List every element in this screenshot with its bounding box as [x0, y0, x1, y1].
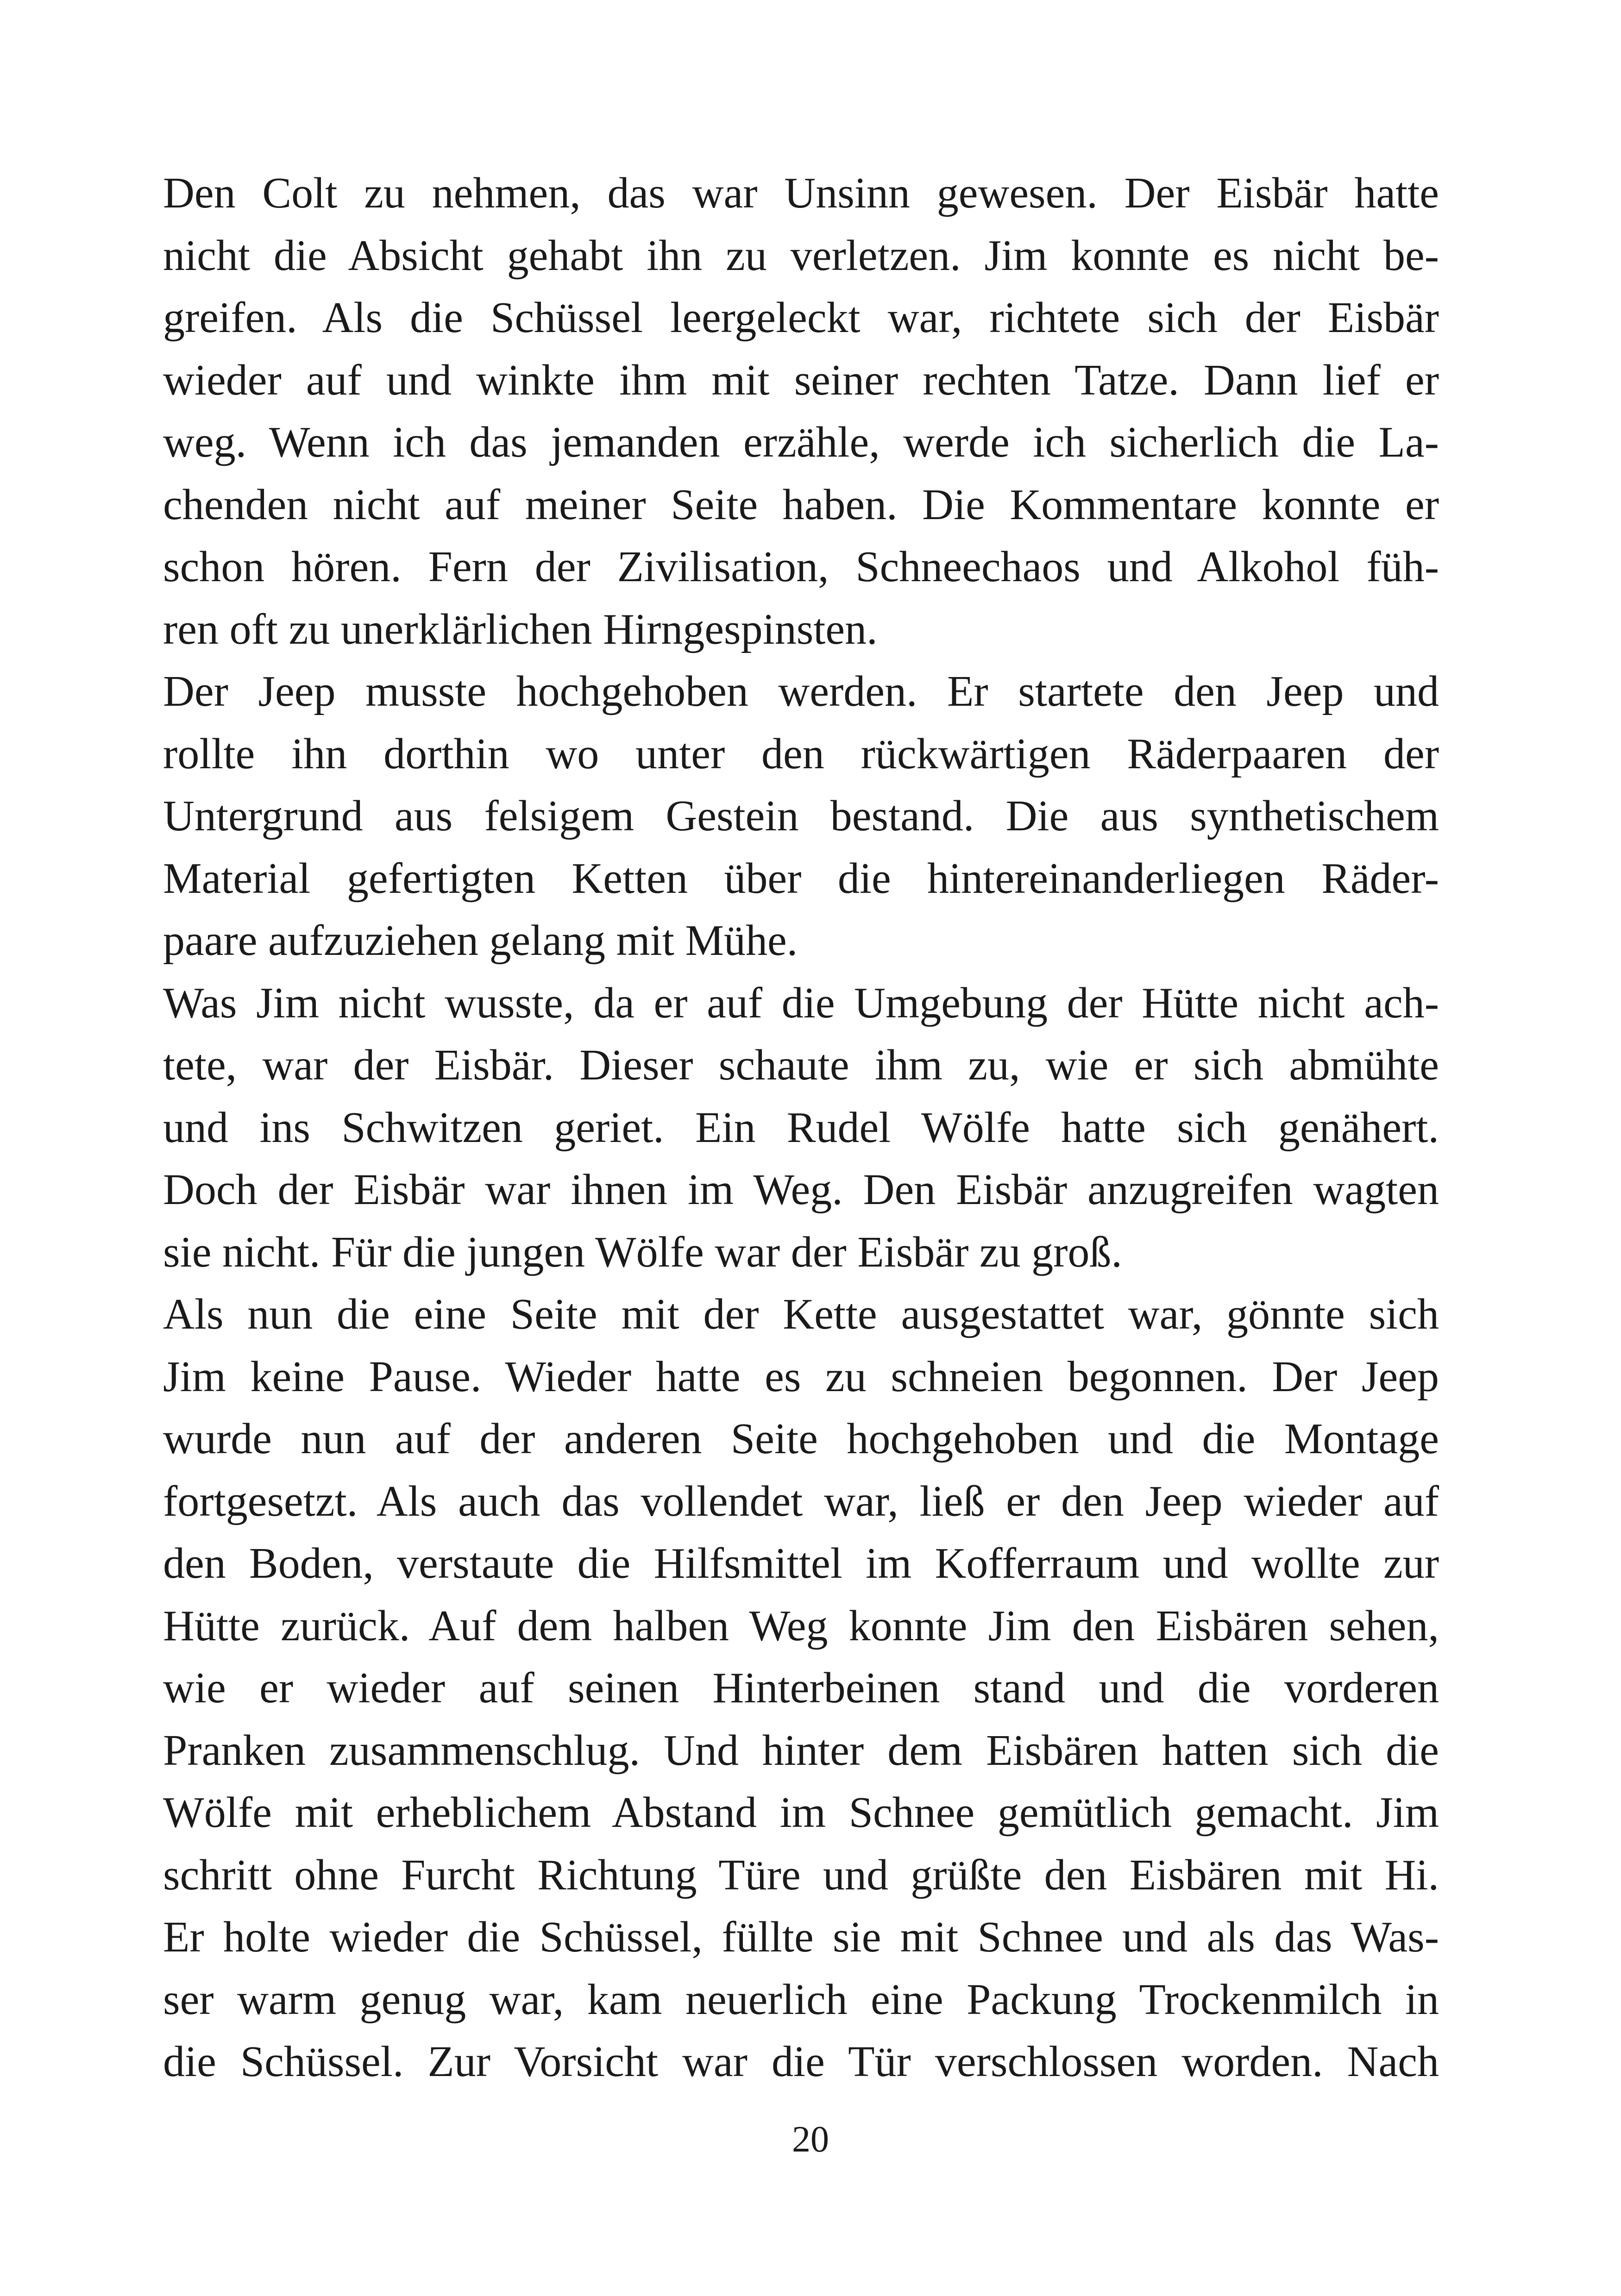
- text-line: und ins Schwitzen geriet. Ein Rudel Wölfe hatte sich genähert.: [163, 1103, 1439, 1152]
- text-line: nicht die Absicht gehabt ihn zu verletzen. Jim konnte es nicht be-: [163, 231, 1439, 280]
- text-line: fortgesetzt. Als auch das vollendet war, ließ er den Jeep wieder auf: [163, 1477, 1439, 1525]
- text-line: tete, war der Eisbär. Dieser schaute ihm zu, wie er sich abmühte: [163, 1041, 1439, 1089]
- text-line: paare aufzuziehen gelang mit Mühe.: [163, 916, 798, 965]
- paragraph-3: [163, 972, 1439, 1284]
- text-line: wie er wieder auf seinen Hinterbeinen stand und die vorderen: [163, 1664, 1439, 1712]
- paragraph-2: [163, 660, 1439, 972]
- page-number: 20: [792, 2119, 829, 2160]
- text-line: Als nun die eine Seite mit der Kette ausgestattet war, gönnte sich: [163, 1290, 1439, 1338]
- text-line: chenden nicht auf meiner Seite haben. Die Kommentare konnte er: [163, 480, 1439, 529]
- text-line: Den Colt zu nehmen, das war Unsinn gewesen. Der Eisbär hatte: [163, 169, 1439, 217]
- text-line: schritt ohne Furcht Richtung Türe und grüßte den Eisbären mit Hi.: [163, 1851, 1439, 1899]
- text-line: Wölfe mit erheblichem Abstand im Schnee gemütlich gemacht. Jim: [163, 1788, 1439, 1837]
- text-line: schon hören. Fern der Zivilisation, Schneechaos und Alkohol füh-: [163, 543, 1439, 591]
- text-line: ser warm genug war, kam neuerlich eine Packung Trockenmilch in: [163, 1975, 1439, 2024]
- text-line: ren oft zu unerklärlichen Hirngespinsten.: [163, 605, 878, 653]
- text-line: wurde nun auf der anderen Seite hochgehoben und die Montage: [163, 1415, 1439, 1463]
- text-line: den Boden, verstaute die Hilfsmittel im Kofferraum und wollte zur: [163, 1539, 1439, 1587]
- paragraph-4: [163, 1283, 1439, 2093]
- text-line: die Schüssel. Zur Vorsicht war die Tür verschlossen worden. Nach: [163, 2038, 1439, 2086]
- text-line: wieder auf und winkte ihm mit seiner rechten Tatze. Dann lief er: [163, 356, 1439, 404]
- text-line: sie nicht. Für die jungen Wölfe war der Eisbär zu groß.: [163, 1228, 1122, 1276]
- text-line: Jim keine Pause. Wieder hatte es zu schneien begonnen. Der Jeep: [163, 1352, 1439, 1401]
- text-line: Material gefertigten Ketten über die hintereinanderliegen Räder-: [163, 854, 1439, 903]
- text-line: Doch der Eisbär war ihnen im Weg. Den Eisbär anzugreifen wagten: [163, 1166, 1439, 1214]
- text-line: Er holte wieder die Schüssel, füllte sie mit Schnee und als das Was-: [163, 1913, 1439, 1961]
- text-line: Untergrund aus felsigem Gestein bestand. Die aus synthetischem: [163, 792, 1439, 840]
- text-line: rollte ihn dorthin wo unter den rückwärtigen Räderpaaren der: [163, 729, 1439, 778]
- text-line: Hütte zurück. Auf dem halben Weg konnte Jim den Eisbären sehen,: [163, 1601, 1439, 1650]
- text-line: Pranken zusammenschlug. Und hinter dem Eisbären hatten sich die: [163, 1726, 1439, 1775]
- body-text: [163, 162, 1439, 2093]
- text-line: Der Jeep musste hochgehoben werden. Er startete den Jeep und: [163, 667, 1439, 715]
- text-line: greifen. Als die Schüssel leergeleckt war, richtete sich der Eisbär: [163, 294, 1439, 342]
- paragraph-1: [163, 162, 1439, 660]
- text-line: Was Jim nicht wusste, da er auf die Umgebung der Hütte nicht ach-: [163, 979, 1439, 1027]
- text-line: weg. Wenn ich das jemanden erzähle, werde ich sicherlich die La-: [163, 418, 1439, 466]
